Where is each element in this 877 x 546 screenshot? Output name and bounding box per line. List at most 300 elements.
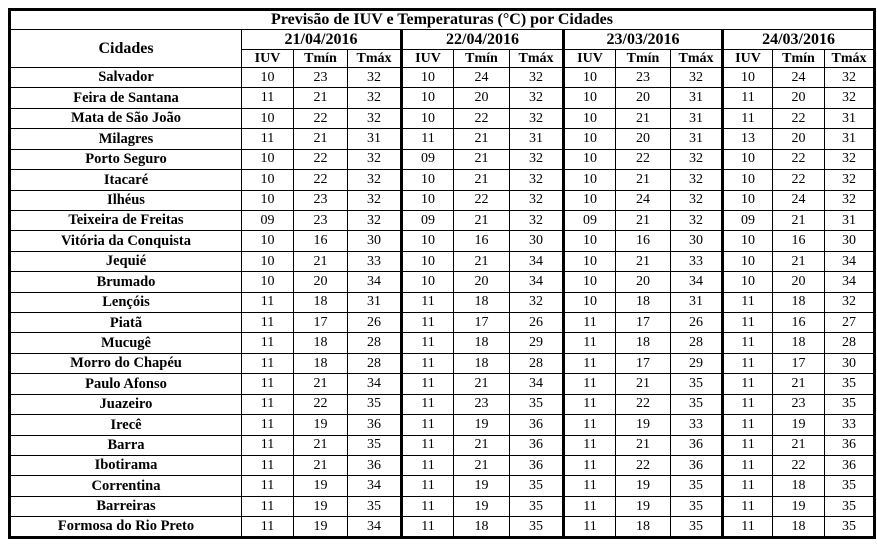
tmin-value: 23	[616, 68, 671, 88]
iuv-value: 11	[402, 374, 454, 394]
tmin-column-header: Tmín	[454, 50, 510, 68]
tmax-value: 34	[348, 517, 402, 538]
iuv-value: 10	[564, 108, 616, 128]
forecast-table	[8, 8, 876, 539]
iuv-value: 09	[564, 210, 616, 230]
iuv-value: 11	[723, 476, 773, 496]
table-row	[10, 68, 875, 88]
iuv-value: 11	[402, 456, 454, 476]
table-row	[10, 517, 875, 538]
tmax-value: 31	[825, 108, 875, 128]
tmax-value: 30	[825, 231, 875, 251]
tmin-value: 24	[616, 190, 671, 210]
iuv-value: 11	[242, 476, 294, 496]
tmin-value: 24	[454, 68, 510, 88]
tmin-value: 22	[294, 394, 348, 414]
city-name: Porto Seguro	[10, 149, 242, 169]
iuv-value: 10	[723, 190, 773, 210]
iuv-value: 11	[402, 333, 454, 353]
tmax-value: 32	[825, 170, 875, 190]
iuv-column-header: IUV	[723, 50, 773, 68]
tmin-value: 21	[294, 435, 348, 455]
city-name: Paulo Afonso	[10, 374, 242, 394]
date-header: 21/04/2016	[242, 30, 402, 50]
city-name: Itacaré	[10, 170, 242, 190]
tmax-value: 34	[825, 251, 875, 271]
tmin-value: 21	[773, 435, 825, 455]
tmin-value: 21	[454, 374, 510, 394]
table-row	[10, 190, 875, 210]
city-name: Piatã	[10, 313, 242, 333]
iuv-value: 11	[564, 415, 616, 435]
tmin-value: 22	[616, 394, 671, 414]
iuv-value: 10	[564, 292, 616, 312]
table-row	[10, 231, 875, 251]
iuv-value: 10	[564, 170, 616, 190]
iuv-value: 10	[564, 149, 616, 169]
iuv-value: 10	[242, 231, 294, 251]
tmin-value: 17	[616, 313, 671, 333]
tmax-value: 34	[510, 374, 564, 394]
iuv-value: 11	[723, 313, 773, 333]
iuv-value: 11	[242, 353, 294, 373]
tmin-value: 20	[616, 88, 671, 108]
tmin-value: 21	[773, 210, 825, 230]
tmax-value: 30	[348, 231, 402, 251]
tmax-value: 26	[671, 313, 723, 333]
tmin-value: 23	[773, 394, 825, 414]
iuv-value: 10	[402, 251, 454, 271]
tmax-value: 26	[510, 313, 564, 333]
tmax-value: 32	[348, 68, 402, 88]
city-name: Juazeiro	[10, 394, 242, 414]
tmax-value: 34	[348, 374, 402, 394]
iuv-value: 11	[402, 496, 454, 516]
iuv-value: 10	[402, 170, 454, 190]
iuv-value: 11	[723, 517, 773, 538]
iuv-value: 11	[402, 313, 454, 333]
tmax-value: 32	[348, 170, 402, 190]
tmax-value: 32	[348, 190, 402, 210]
tmin-value: 21	[773, 374, 825, 394]
tmin-column-header: Tmín	[616, 50, 671, 68]
tmin-value: 21	[294, 129, 348, 149]
iuv-value: 11	[564, 353, 616, 373]
tmax-value: 35	[510, 496, 564, 516]
tmin-value: 21	[616, 251, 671, 271]
tmax-value: 32	[671, 210, 723, 230]
iuv-value: 11	[242, 415, 294, 435]
tmax-value: 28	[348, 353, 402, 373]
table-header	[10, 10, 875, 68]
tmax-value: 32	[510, 88, 564, 108]
tmax-value: 31	[825, 129, 875, 149]
tmin-value: 19	[454, 415, 510, 435]
city-name: Teixeira de Freitas	[10, 210, 242, 230]
iuv-value: 11	[723, 108, 773, 128]
iuv-value: 10	[402, 88, 454, 108]
tmax-value: 32	[510, 292, 564, 312]
iuv-value: 11	[723, 456, 773, 476]
iuv-value: 10	[402, 272, 454, 292]
tmax-value: 35	[510, 394, 564, 414]
iuv-value: 10	[242, 149, 294, 169]
tmin-value: 18	[454, 292, 510, 312]
iuv-value: 10	[242, 272, 294, 292]
iuv-value: 11	[723, 496, 773, 516]
tmax-value: 30	[510, 231, 564, 251]
iuv-value: 11	[242, 374, 294, 394]
tmax-value: 33	[825, 415, 875, 435]
table-row	[10, 435, 875, 455]
tmax-value: 32	[671, 68, 723, 88]
iuv-value: 10	[723, 251, 773, 271]
tmin-value: 18	[294, 333, 348, 353]
iuv-value: 10	[723, 68, 773, 88]
iuv-value: 11	[242, 517, 294, 538]
iuv-value: 11	[723, 435, 773, 455]
iuv-value: 09	[402, 210, 454, 230]
tmax-value: 30	[825, 353, 875, 373]
tmin-value: 21	[454, 210, 510, 230]
tmax-value: 31	[671, 108, 723, 128]
tmax-value: 31	[671, 292, 723, 312]
tmax-value: 31	[671, 129, 723, 149]
iuv-column-header: IUV	[402, 50, 454, 68]
tmax-value: 31	[671, 88, 723, 108]
tmax-value: 36	[348, 456, 402, 476]
tmin-value: 18	[773, 333, 825, 353]
tmax-value: 27	[825, 313, 875, 333]
tmin-value: 19	[294, 517, 348, 538]
tmin-value: 18	[616, 292, 671, 312]
cities-column-header: Cidades	[10, 30, 242, 68]
tmax-column-header: Tmáx	[825, 50, 875, 68]
tmax-value: 32	[348, 88, 402, 108]
tmin-value: 22	[773, 170, 825, 190]
tmin-value: 21	[616, 374, 671, 394]
tmin-value: 19	[616, 496, 671, 516]
city-name: Barra	[10, 435, 242, 455]
iuv-value: 11	[402, 435, 454, 455]
tmin-value: 20	[454, 88, 510, 108]
tmax-value: 33	[348, 251, 402, 271]
tmax-value: 35	[510, 476, 564, 496]
tmin-value: 21	[294, 374, 348, 394]
iuv-value: 11	[242, 435, 294, 455]
tmin-value: 18	[616, 517, 671, 538]
tmax-value: 29	[671, 353, 723, 373]
tmin-value: 21	[616, 210, 671, 230]
tmin-value: 21	[454, 129, 510, 149]
tmax-value: 35	[825, 374, 875, 394]
tmin-value: 23	[294, 68, 348, 88]
city-name: Milagres	[10, 129, 242, 149]
tmax-value: 34	[348, 272, 402, 292]
tmax-value: 34	[671, 272, 723, 292]
iuv-value: 11	[242, 333, 294, 353]
tmax-value: 30	[671, 231, 723, 251]
tmin-value: 21	[454, 149, 510, 169]
table-row	[10, 88, 875, 108]
city-name: Salvador	[10, 68, 242, 88]
table-row	[10, 313, 875, 333]
tmin-value: 16	[294, 231, 348, 251]
tmin-value: 19	[454, 476, 510, 496]
table-body	[10, 68, 875, 538]
tmax-value: 31	[510, 129, 564, 149]
iuv-value: 11	[564, 333, 616, 353]
tmax-value: 32	[671, 149, 723, 169]
tmin-value: 21	[294, 251, 348, 271]
tmax-value: 32	[348, 149, 402, 169]
city-name: Barreiras	[10, 496, 242, 516]
tmax-value: 35	[825, 394, 875, 414]
iuv-value: 10	[564, 88, 616, 108]
iuv-value: 11	[242, 292, 294, 312]
city-name: Correntina	[10, 476, 242, 496]
table-row	[10, 170, 875, 190]
tmax-value: 35	[825, 496, 875, 516]
tmax-value: 29	[510, 333, 564, 353]
tmin-value: 18	[294, 353, 348, 373]
table-row	[10, 251, 875, 271]
tmin-value: 19	[294, 496, 348, 516]
table-row	[10, 374, 875, 394]
city-name: Mucugê	[10, 333, 242, 353]
iuv-value: 10	[402, 108, 454, 128]
table-row	[10, 353, 875, 373]
table-row	[10, 210, 875, 230]
tmax-value: 34	[825, 272, 875, 292]
table-row	[10, 333, 875, 353]
table-row	[10, 149, 875, 169]
tmax-value: 32	[825, 292, 875, 312]
tmax-value: 26	[348, 313, 402, 333]
tmin-value: 19	[294, 415, 348, 435]
tmin-value: 20	[454, 272, 510, 292]
tmax-value: 31	[348, 129, 402, 149]
iuv-value: 11	[564, 456, 616, 476]
iuv-value: 10	[564, 272, 616, 292]
table-row	[10, 108, 875, 128]
tmax-value: 32	[510, 108, 564, 128]
iuv-value: 10	[242, 251, 294, 271]
tmax-value: 32	[510, 210, 564, 230]
date-header: 24/03/2016	[723, 30, 875, 50]
iuv-value: 10	[564, 251, 616, 271]
tmax-value: 33	[671, 415, 723, 435]
tmax-value: 33	[671, 251, 723, 271]
iuv-value: 11	[242, 456, 294, 476]
tmax-column-header: Tmáx	[348, 50, 402, 68]
tmin-value: 19	[616, 415, 671, 435]
tmax-value: 36	[825, 435, 875, 455]
tmax-value: 32	[510, 68, 564, 88]
iuv-value: 09	[402, 149, 454, 169]
tmin-value: 22	[773, 108, 825, 128]
iuv-value: 11	[564, 517, 616, 538]
iuv-value: 11	[402, 353, 454, 373]
tmin-value: 18	[454, 517, 510, 538]
tmin-column-header: Tmín	[294, 50, 348, 68]
table-row	[10, 394, 875, 414]
iuv-value: 10	[242, 68, 294, 88]
iuv-value: 11	[402, 129, 454, 149]
tmin-value: 16	[454, 231, 510, 251]
city-name: Feira de Santana	[10, 88, 242, 108]
tmin-value: 22	[294, 108, 348, 128]
table-row	[10, 129, 875, 149]
tmax-value: 32	[510, 149, 564, 169]
tmax-value: 28	[510, 353, 564, 373]
tmin-value: 20	[616, 129, 671, 149]
iuv-value: 11	[402, 394, 454, 414]
tmin-value: 22	[616, 149, 671, 169]
tmax-value: 35	[671, 496, 723, 516]
tmax-value: 32	[671, 190, 723, 210]
tmin-value: 20	[773, 88, 825, 108]
table-row	[10, 476, 875, 496]
iuv-value: 10	[564, 190, 616, 210]
iuv-value: 11	[564, 394, 616, 414]
tmax-value: 34	[510, 272, 564, 292]
tmin-value: 22	[294, 170, 348, 190]
tmax-value: 35	[671, 374, 723, 394]
tmin-value: 23	[294, 190, 348, 210]
iuv-value: 11	[723, 353, 773, 373]
tmin-value: 21	[294, 88, 348, 108]
tmax-value: 32	[510, 190, 564, 210]
tmin-value: 18	[773, 476, 825, 496]
table-row	[10, 496, 875, 516]
iuv-value: 11	[564, 374, 616, 394]
tmin-value: 19	[294, 476, 348, 496]
tmin-value: 17	[773, 353, 825, 373]
tmax-value: 32	[510, 170, 564, 190]
iuv-value: 11	[242, 88, 294, 108]
tmin-value: 21	[454, 170, 510, 190]
iuv-value: 10	[564, 68, 616, 88]
tmax-value: 34	[510, 251, 564, 271]
iuv-value: 11	[723, 292, 773, 312]
city-name: Irecê	[10, 415, 242, 435]
iuv-value: 11	[723, 333, 773, 353]
tmax-value: 32	[825, 149, 875, 169]
iuv-value: 11	[242, 394, 294, 414]
tmax-value: 35	[825, 517, 875, 538]
tmax-value: 35	[825, 476, 875, 496]
iuv-value: 10	[242, 108, 294, 128]
tmax-value: 35	[671, 394, 723, 414]
tmin-value: 20	[773, 272, 825, 292]
tmax-value: 32	[671, 170, 723, 190]
iuv-value: 11	[564, 496, 616, 516]
iuv-value: 11	[402, 292, 454, 312]
tmin-value: 18	[454, 353, 510, 373]
iuv-value: 11	[723, 415, 773, 435]
tmax-value: 35	[348, 435, 402, 455]
tmax-value: 36	[510, 435, 564, 455]
table-title: Previsão de IUV e Temperaturas (°C) por Cidades	[10, 10, 875, 30]
iuv-value: 10	[723, 231, 773, 251]
tmin-value: 16	[773, 231, 825, 251]
iuv-value: 11	[723, 88, 773, 108]
tmax-value: 36	[510, 415, 564, 435]
tmin-value: 18	[773, 517, 825, 538]
iuv-value: 10	[723, 170, 773, 190]
iuv-value: 11	[242, 496, 294, 516]
iuv-value: 10	[723, 272, 773, 292]
tmin-value: 22	[454, 190, 510, 210]
tmin-value: 22	[454, 108, 510, 128]
city-name: Ilhéus	[10, 190, 242, 210]
iuv-value: 11	[564, 313, 616, 333]
city-name: Morro do Chapéu	[10, 353, 242, 373]
city-name: Ibotirama	[10, 456, 242, 476]
date-header: 23/03/2016	[564, 30, 723, 50]
tmax-value: 35	[510, 517, 564, 538]
city-name: Formosa do Rio Preto	[10, 517, 242, 538]
city-name: Jequié	[10, 251, 242, 271]
tmin-value: 20	[773, 129, 825, 149]
tmax-value: 36	[510, 456, 564, 476]
tmin-value: 17	[294, 313, 348, 333]
iuv-column-header: IUV	[564, 50, 616, 68]
tmin-value: 17	[454, 313, 510, 333]
city-name: Lençóis	[10, 292, 242, 312]
tmax-column-header: Tmáx	[671, 50, 723, 68]
tmin-value: 18	[294, 292, 348, 312]
iuv-value: 09	[723, 210, 773, 230]
tmax-value: 36	[671, 435, 723, 455]
tmin-value: 21	[454, 435, 510, 455]
iuv-value: 11	[242, 129, 294, 149]
tmax-value: 36	[671, 456, 723, 476]
iuv-value: 10	[402, 68, 454, 88]
tmin-value: 18	[454, 333, 510, 353]
tmin-value: 21	[773, 251, 825, 271]
iuv-value: 11	[402, 476, 454, 496]
tmax-value: 28	[671, 333, 723, 353]
iuv-value: 11	[564, 476, 616, 496]
tmin-value: 19	[616, 476, 671, 496]
tmax-value: 35	[348, 394, 402, 414]
tmin-value: 18	[773, 292, 825, 312]
iuv-value: 10	[723, 149, 773, 169]
tmax-value: 31	[825, 210, 875, 230]
tmax-value: 35	[671, 517, 723, 538]
tmax-value: 32	[348, 108, 402, 128]
iuv-value: 10	[402, 190, 454, 210]
iuv-value: 11	[402, 415, 454, 435]
tmin-value: 22	[294, 149, 348, 169]
city-name: Mata de São João	[10, 108, 242, 128]
tmin-value: 24	[773, 68, 825, 88]
tmin-value: 21	[616, 435, 671, 455]
tmin-value: 20	[616, 272, 671, 292]
table-row	[10, 272, 875, 292]
iuv-value: 11	[723, 374, 773, 394]
iuv-column-header: IUV	[242, 50, 294, 68]
title-row	[10, 10, 875, 30]
tmin-value: 19	[773, 415, 825, 435]
tmax-value: 34	[348, 476, 402, 496]
tmin-value: 23	[454, 394, 510, 414]
tmin-value: 19	[773, 496, 825, 516]
tmin-value: 22	[773, 149, 825, 169]
tmax-value: 36	[348, 415, 402, 435]
